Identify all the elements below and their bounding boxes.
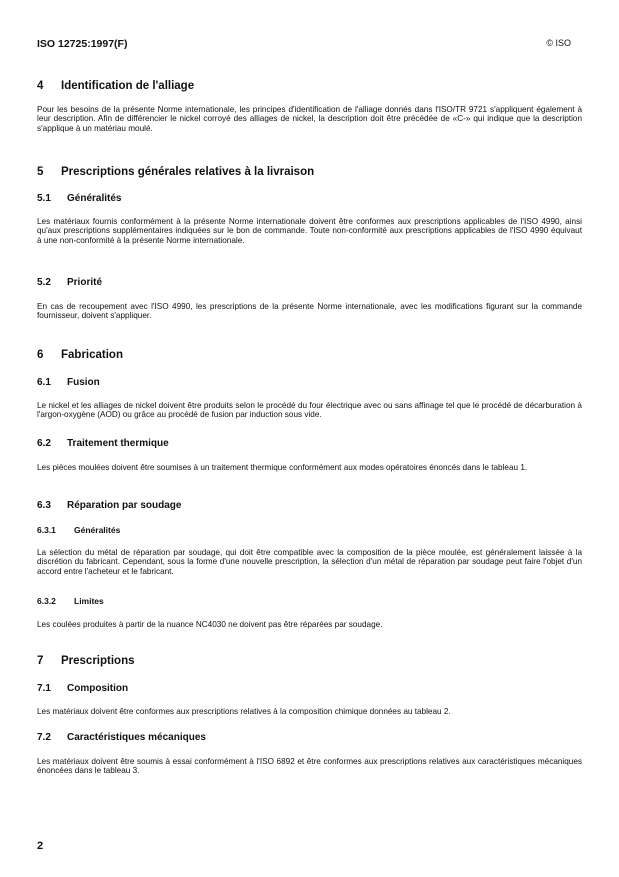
subsection-number: 6.1 [37, 377, 51, 388]
subsection-number: 5.1 [37, 193, 51, 204]
subsection-title: Composition [67, 683, 129, 694]
document-id: ISO 12725:1997(F) [37, 38, 128, 50]
subsection-title: Fusion [67, 377, 100, 388]
subsubsection-title: Limites [74, 596, 104, 606]
subsubsection-number: 6.3.2 [37, 596, 56, 606]
section-6-3-1-paragraph: La sélection du métal de réparation par soudage, qui doit être compatible avec la composition de la pièce moulée, est généralement laissée à la discrétion du fabricant. Cependant, sous la forme d'une nouvelle prescription, la sélection d'un métal de réparation par soudage peut faire l'objet d'un accord entre l'acheteur et le fabricant. [37, 548, 582, 576]
subsection-title: Traitement thermique [67, 438, 169, 449]
section-6-1-paragraph: Le nickel et les alliages de nickel doivent être produits selon le procédé du four électrique avec ou sans affinage tel que le procédé de décarburation à l'argon-oxygène (AOD) ou grâce au procédé de fusion par induction sous vide. [37, 401, 582, 420]
subsection-heading-6-3 [37, 500, 582, 511]
subsection-title: Caractéristiques mécaniques [67, 732, 206, 743]
section-heading-5 [37, 166, 582, 178]
section-title: Prescriptions [61, 655, 135, 667]
subsubsection-title: Généralités [74, 525, 121, 535]
subsection-number: 7.2 [37, 732, 51, 743]
section-title: Identification de l'alliage [61, 80, 195, 92]
subsubsection-heading-6-3-2 [37, 596, 582, 606]
subsection-heading-5-1 [37, 193, 582, 204]
section-number: 6 [37, 349, 44, 361]
subsection-title: Généralités [67, 193, 122, 204]
section-title: Fabrication [61, 349, 123, 361]
section-number: 4 [37, 80, 44, 92]
section-heading-4 [37, 80, 582, 92]
section-7-1-paragraph: Les matériaux doivent être conformes aux prescriptions relatives à la composition chimique données au tableau 2. [37, 707, 451, 716]
section-heading-6 [37, 349, 582, 361]
copyright-notice: © ISO [546, 38, 571, 48]
subsection-number: 6.3 [37, 500, 51, 511]
subsection-title: Priorité [67, 277, 103, 288]
section-6-3-2-paragraph: Les coulées produites à partir de la nuance NC4030 ne doivent pas être réparées par soudage. [37, 620, 383, 629]
page-number: 2 [37, 840, 44, 852]
section-7-2-paragraph: Les matériaux doivent être soumis à essai conformément à l'ISO 6892 et être conformes aux prescriptions relatives aux caractéristiques mécaniques énoncées dans le tableau 3. [37, 757, 582, 776]
section-heading-7 [37, 655, 582, 667]
subsection-heading-6-2 [37, 438, 582, 449]
subsection-heading-6-1 [37, 377, 582, 388]
section-5-2-paragraph: En cas de recoupement avec l'ISO 4990, les prescriptions de la présente Norme internationale, avec les modifications figurant sur la commande fournisseur, doivent s'appliquer. [37, 302, 582, 321]
subsubsection-number: 6.3.1 [37, 525, 56, 535]
subsection-heading-7-1 [37, 683, 582, 694]
subsubsection-heading-6-3-1 [37, 525, 582, 535]
section-6-2-paragraph: Les pièces moulées doivent être soumises à un traitement thermique conformément aux modes opératoires énoncés dans le tableau 1. [37, 463, 528, 472]
subsection-heading-5-2 [37, 277, 582, 288]
subsection-heading-7-2 [37, 732, 582, 743]
section-number: 7 [37, 655, 44, 667]
subsection-number: 7.1 [37, 683, 51, 694]
section-4-paragraph: Pour les besoins de la présente Norme internationale, les principes d'identification de l'alliage donnés dans l'ISO/TR 9721 s'appliquent également à leur description. Afin de différencier le nickel corroyé des alliages de nickel, la description doit être précédée de «C-» qui indique que la description s'applique à un matériau moulé. [37, 105, 582, 133]
subsection-title: Réparation par soudage [67, 500, 182, 511]
section-title: Prescriptions générales relatives à la livraison [61, 166, 315, 178]
subsection-number: 6.2 [37, 438, 51, 449]
section-number: 5 [37, 166, 44, 178]
subsection-number: 5.2 [37, 277, 51, 288]
section-5-1-paragraph: Les matériaux fournis conformément à la présente Norme internationale doivent être conformes aux prescriptions applicables de l'ISO 4990, ainsi qu'aux prescriptions supplémentaires indiquées sur le bon de commande. Toute non-conformité aux prescriptions applicables de l'ISO 4990 équivaut à une non-conformité à la présente Norme internationale. [37, 217, 582, 245]
